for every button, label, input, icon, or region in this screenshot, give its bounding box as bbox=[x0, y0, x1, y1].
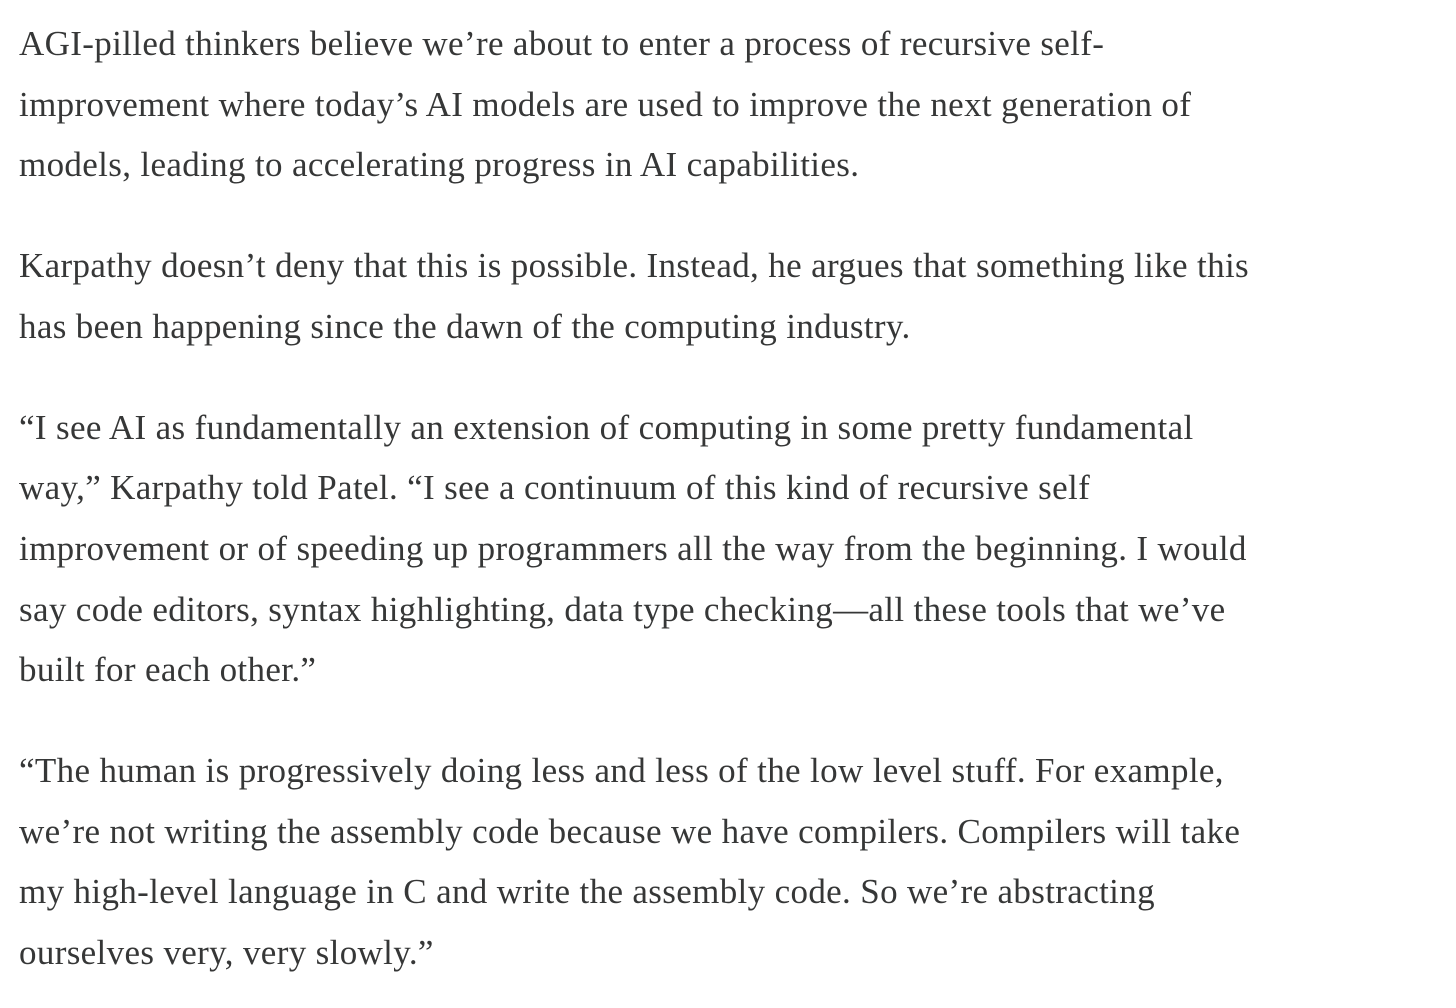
text-line: ourselves very, very slowly.” bbox=[19, 933, 434, 973]
text-line: “I see AI as fundamentally an extension of computing in some pretty fundamental bbox=[19, 407, 1194, 447]
text-line: we’re not writing the assembly code because we have compilers. Compilers will take bbox=[19, 811, 1241, 851]
paragraph-recursive-self-improvement bbox=[19, 14, 1456, 196]
text-line: Karpathy doesn’t deny that this is possible. Instead, he argues that something like this bbox=[19, 246, 1250, 286]
text-line: has been happening since the dawn of the computing industry. bbox=[19, 306, 911, 346]
paragraph-quote-computing bbox=[19, 398, 1456, 702]
paragraph-karpathy-view bbox=[19, 236, 1456, 357]
text-line: “The human is progressively doing less and less of the low level stuff. For example, bbox=[19, 751, 1224, 791]
text-line: AGI-pilled thinkers believe we’re about to enter a process of recursive self- bbox=[19, 24, 1105, 63]
text-line: models, leading to accelerating progress in AI capabilities. bbox=[19, 145, 860, 185]
paragraph-quote-compilers bbox=[19, 741, 1456, 984]
text-line: my high-level language in C and write the assembly code. So we’re abstracting bbox=[19, 872, 1155, 912]
text-line: built for each other.” bbox=[19, 650, 317, 690]
text-line: say code editors, syntax highlighting, data type checking—all these tools that we’ve bbox=[19, 589, 1226, 629]
text-line: improvement or of speeding up programmers all the way from the beginning. I would bbox=[19, 528, 1247, 568]
text-line: way,” Karpathy told Patel. “I see a continuum of this kind of recursive self bbox=[19, 468, 1091, 508]
text-line: improvement where today’s AI models are used to improve the next generation of bbox=[19, 84, 1192, 124]
